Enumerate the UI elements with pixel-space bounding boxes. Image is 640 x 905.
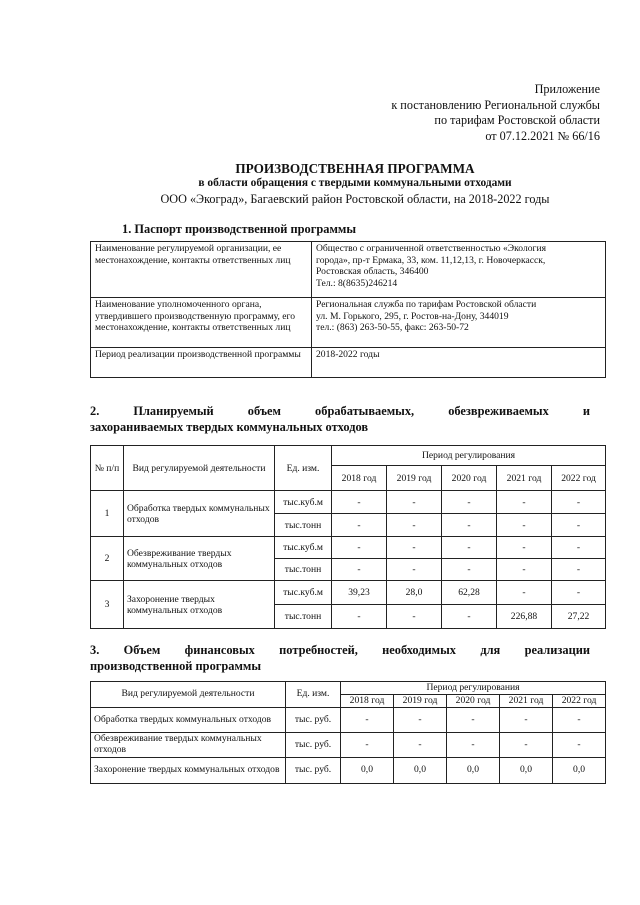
value-cell: -	[500, 733, 553, 758]
table-row	[91, 298, 606, 348]
value-cell: -	[442, 559, 497, 581]
passport-value-line: Региональная служба по тарифам Ростовской области	[316, 299, 537, 310]
value-cell: -	[497, 491, 552, 514]
appendix-line: к постановлению Региональной службы	[391, 97, 600, 112]
year-header: 2018 год	[332, 466, 387, 491]
table-row	[91, 758, 606, 784]
row-number: 2	[91, 537, 124, 581]
value-cell: -	[387, 514, 442, 537]
value-cell: 0,0	[341, 758, 394, 784]
section2-heading-line: захораниваемых твердых коммунальных отходов	[90, 419, 369, 434]
year-header: 2019 год	[387, 466, 442, 491]
table-header-row	[91, 446, 606, 466]
table-row	[91, 242, 606, 298]
passport-value	[312, 348, 606, 378]
row-activity: Захоронение твердых коммунальных отходов	[91, 758, 286, 784]
row-activity: Обработка твердых коммунальных отходов	[91, 708, 286, 733]
value-cell: -	[332, 605, 387, 629]
value-cell: -	[553, 733, 606, 758]
section1-heading: 1. Паспорт производственной программы	[122, 222, 357, 236]
passport-label: Период реализации производственной программы	[91, 348, 312, 378]
appendix-line: по тарифам Ростовской области	[434, 113, 600, 128]
value-cell: -	[442, 514, 497, 537]
table-row	[91, 708, 606, 733]
passport-value-line: 2018-2022 годы	[316, 349, 380, 360]
value-cell: -	[387, 491, 442, 514]
section2-heading	[90, 404, 590, 435]
value-cell: -	[332, 514, 387, 537]
passport-value-line: Тел.: 8(8635)246214	[316, 277, 398, 289]
period-header: Период регулирования	[341, 682, 606, 695]
value-cell: -	[447, 708, 500, 733]
column-header-activity: Вид регулируемой деятельности	[124, 446, 275, 491]
row-unit: тыс.тонн	[275, 559, 332, 581]
column-header-unit: Ед. изм.	[275, 446, 332, 491]
year-header: 2021 год	[500, 695, 553, 708]
value-cell: -	[442, 605, 497, 629]
value-cell: -	[497, 537, 552, 559]
appendix-line: Приложение	[534, 82, 600, 96]
value-cell: -	[341, 733, 394, 758]
passport-label: Наименование регулируемой организации, ее местонахождение, контакты ответственных лиц	[91, 242, 312, 298]
value-cell: -	[394, 733, 447, 758]
period-header: Период регулирования	[332, 446, 606, 466]
volume-table	[90, 445, 606, 629]
row-unit: тыс.тонн	[275, 605, 332, 629]
value-cell: -	[341, 708, 394, 733]
table-row	[91, 537, 606, 559]
value-cell: -	[552, 581, 606, 605]
passport-value-line: Ростовская область, 346400	[316, 266, 429, 278]
passport-label: Наименование уполномоченного органа, утвердившего производственную программу, его местонахождение, контакты ответственных лиц	[91, 298, 312, 348]
section3-heading	[90, 643, 590, 674]
row-unit: тыс.куб.м	[275, 491, 332, 514]
value-cell: -	[442, 537, 497, 559]
value-cell: 27,22	[552, 605, 606, 629]
document-organization: ООО «Экоград», Багаевский район Ростовской области, на 2018-2022 годы	[160, 192, 550, 206]
year-header: 2021 год	[497, 466, 552, 491]
value-cell: 0,0	[447, 758, 500, 784]
passport-value-line: города», пр-т Ермака, 33, ком. 11,12,13, г. Новочеркасск,	[316, 254, 546, 266]
value-cell: -	[332, 537, 387, 559]
value-cell: -	[552, 559, 606, 581]
year-header: 2022 год	[553, 695, 606, 708]
appendix-block	[391, 82, 600, 144]
year-header: 2018 год	[341, 695, 394, 708]
value-cell: -	[497, 559, 552, 581]
row-number: 1	[91, 491, 124, 537]
row-activity: Обработка твердых коммунальных отходов	[124, 491, 275, 537]
table-row	[91, 581, 606, 605]
row-activity: Обезвреживание твердых коммунальных отходов	[124, 537, 275, 581]
year-header: 2020 год	[442, 466, 497, 491]
column-header-num: № п/п	[91, 446, 124, 491]
document-subtitle: в области обращения с твердыми коммунальными отходами	[198, 177, 512, 189]
table-row	[91, 733, 606, 758]
value-cell: -	[332, 559, 387, 581]
value-cell: -	[552, 491, 606, 514]
section2-heading-line: 2. Планируемый объем обрабатываемых, обезвреживаемых и	[90, 404, 590, 418]
value-cell: -	[497, 514, 552, 537]
value-cell: -	[447, 733, 500, 758]
passport-value	[312, 242, 606, 298]
value-cell: -	[552, 537, 606, 559]
row-activity: Захоронение твердых коммунальных отходов	[124, 581, 275, 629]
table-row	[91, 491, 606, 514]
row-unit: тыс.куб.м	[275, 537, 332, 559]
row-unit: тыс.куб.м	[275, 581, 332, 605]
value-cell: 226,88	[497, 605, 552, 629]
passport-value-line: Общество с ограниченной ответственностью «Экология	[316, 243, 547, 254]
passport-value	[312, 298, 606, 348]
section3-heading-line: 3. Объем финансовых потребностей, необходимых для реализации	[90, 643, 590, 657]
appendix-line: от 07.12.2021 № 66/16	[485, 128, 600, 143]
value-cell: -	[387, 537, 442, 559]
passport-table	[90, 241, 606, 378]
value-cell: -	[387, 559, 442, 581]
passport-value-line: ул. М. Горького, 295, г. Ростов-на-Дону, 344019	[316, 310, 509, 322]
finance-table	[90, 681, 606, 784]
row-unit: тыс. руб.	[286, 758, 341, 784]
value-cell: -	[500, 708, 553, 733]
row-unit: тыс. руб.	[286, 708, 341, 733]
row-unit: тыс.тонн	[275, 514, 332, 537]
column-header-unit: Ед. изм.	[286, 682, 341, 708]
value-cell: 0,0	[500, 758, 553, 784]
value-cell: 28,0	[387, 581, 442, 605]
row-unit: тыс. руб.	[286, 733, 341, 758]
value-cell: 0,0	[394, 758, 447, 784]
value-cell: 39,23	[332, 581, 387, 605]
row-activity: Обезвреживание твердых коммунальных отходов	[91, 733, 286, 758]
table-header-row	[91, 682, 606, 695]
value-cell: -	[497, 581, 552, 605]
section3-heading-line: производственной программы	[90, 658, 262, 673]
document-title: ПРОИЗВОДСТВЕННАЯ ПРОГРАММА	[235, 161, 475, 176]
value-cell: -	[442, 491, 497, 514]
value-cell: 0,0	[553, 758, 606, 784]
year-header: 2019 год	[394, 695, 447, 708]
passport-value-line: тел.: (863) 263-50-55, факс: 263-50-72	[316, 322, 469, 334]
column-header-activity: Вид регулируемой деятельности	[91, 682, 286, 708]
row-number: 3	[91, 581, 124, 629]
value-cell: -	[387, 605, 442, 629]
year-header: 2020 год	[447, 695, 500, 708]
value-cell: -	[552, 514, 606, 537]
table-row	[91, 348, 606, 378]
value-cell: -	[332, 491, 387, 514]
value-cell: -	[553, 708, 606, 733]
value-cell: -	[394, 708, 447, 733]
year-header: 2022 год	[552, 466, 606, 491]
value-cell: 62,28	[442, 581, 497, 605]
